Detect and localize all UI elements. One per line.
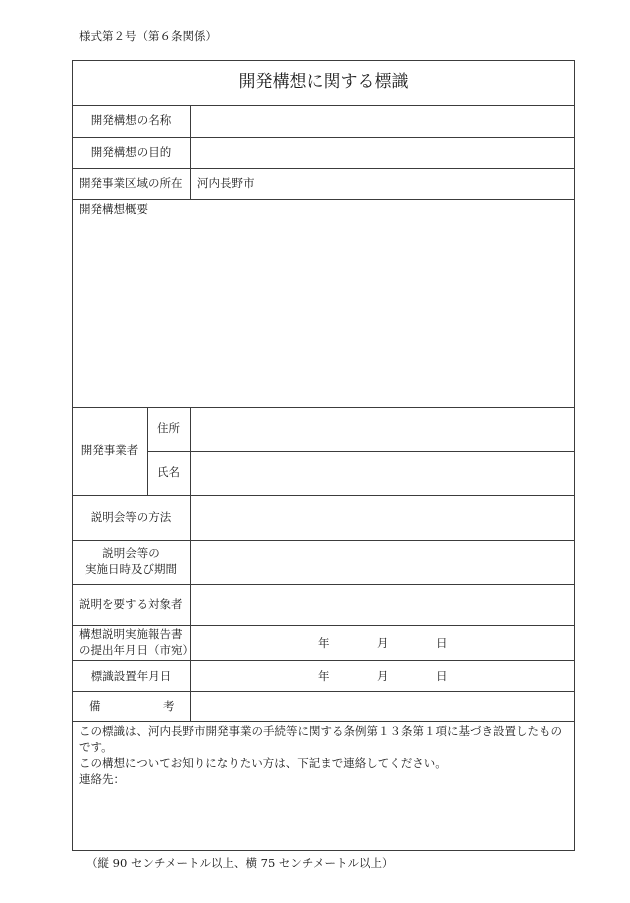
rule-below-title xyxy=(72,105,575,106)
report-date-year-unit: 年 xyxy=(318,636,330,650)
project-purpose-label: 開発構想の目的 xyxy=(90,145,172,159)
rule-below-remarks xyxy=(72,721,575,722)
person-name-label: 氏名 xyxy=(157,465,180,479)
target-audience-label: 説明を要する対象者 xyxy=(79,597,183,611)
rule-below-report xyxy=(72,660,575,661)
report-date-day-unit: 日 xyxy=(436,636,448,650)
location-label: 開発事業区域の所在 xyxy=(79,176,183,190)
overview-label: 開発構想概要 xyxy=(79,202,148,216)
address-label: 住所 xyxy=(157,421,180,435)
briefing-method-label: 説明会等の方法 xyxy=(90,510,172,524)
rule-below-sign-date xyxy=(72,691,575,692)
page-title: 開発構想に関する標識 xyxy=(238,72,409,92)
notice-line-1: この標識は、河内長野市開発事業の手続等に関する条例第１３条第１項に基づき設置したもの xyxy=(79,724,562,738)
project-name-label: 開発構想の名称 xyxy=(90,113,172,127)
size-note: （縦 90 センチメートル以上、横 75 センチメートル以上） xyxy=(86,856,394,870)
rule-below-briefing-dates xyxy=(72,584,575,585)
sign-date-year-unit: 年 xyxy=(318,669,330,683)
contact-label: 連絡先： xyxy=(79,772,125,786)
sign-date-label: 標識設置年月日 xyxy=(90,669,172,683)
remarks-label-first-char: 備 xyxy=(89,699,101,713)
rule-below-target xyxy=(72,625,575,626)
developer-label: 開発事業者 xyxy=(80,443,139,457)
table-border-top xyxy=(72,60,575,61)
report-date-month-unit: 月 xyxy=(377,636,389,650)
rule-between-address-name xyxy=(147,451,575,452)
sign-date-month-unit: 月 xyxy=(377,669,389,683)
table-border-right xyxy=(574,60,575,851)
rule-below-location xyxy=(72,199,575,200)
sign-date-day-unit: 日 xyxy=(436,669,448,683)
rule-below-name xyxy=(72,137,575,138)
report-date-label-line2: の提出年月日（市宛） xyxy=(79,643,194,657)
remarks-label-second-char: 考 xyxy=(163,699,175,713)
rule-label-column-bottom xyxy=(190,407,191,722)
rule-label-column-top xyxy=(190,105,191,200)
rule-below-briefing-method xyxy=(72,540,575,541)
notice-line-2: です。 xyxy=(79,740,113,754)
rule-below-purpose xyxy=(72,168,575,169)
report-date-label-line1: 構想説明実施報告書 xyxy=(79,627,183,641)
briefing-dates-label-line2: 実施日時及び期間 xyxy=(85,562,177,576)
briefing-dates-label-line1: 説明会等の xyxy=(102,546,160,560)
location-value: 河内長野市 xyxy=(197,176,255,190)
notice-line-3: この構想についてお知りになりたい方は、下記まで連絡してください。 xyxy=(79,756,447,770)
table-border-bottom xyxy=(72,850,575,851)
form-number: 様式第２号（第６条関係） xyxy=(79,29,217,43)
